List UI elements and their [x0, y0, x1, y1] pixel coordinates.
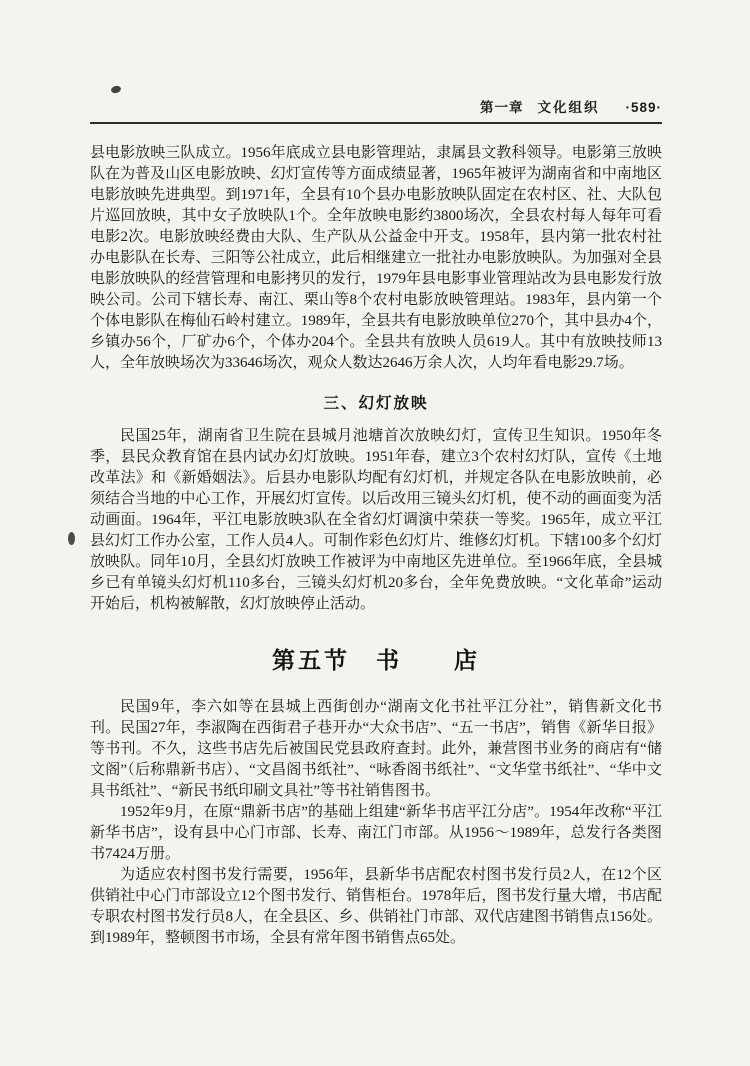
bookstore-paragraph-2: 1952年9月，在原“鼎新书店”的基础上组建“新华书店平江分店”。1954年改称“平江新华书店”，设有县中心门市部、长寿、南江门市部。从1956～1989年，总发行各类图书7424万册。 [90, 804, 662, 862]
slide-section-heading: 三、幻灯放映 [323, 395, 429, 412]
bookstore-paragraph-3: 为适应农村图书发行需要，1956年，县新华书店配农村图书发行员2人，在12个区供销社中心门市部设立12个图书发行、销售柜台。1978年后，图书发行量大增，书店配专职农村图书发行员8人，在全县区、乡、供销社门市部、双代店建图书销售点156处。到1989年，整顿图书市场，全县有常年图书销售点65处。 [90, 867, 662, 946]
header-rule [90, 122, 662, 124]
scan-artifact [68, 532, 75, 545]
page-header [90, 96, 662, 116]
film-section-paragraph: 县电影放映三队成立。1956年底成立县电影管理站，隶属县文教科领导。电影第三放映队在为普及山区电影放映、幻灯宣传等方面成绩显著，1965年被评为湖南省和中南地区电影放映先进典型。到1971年，全县有10个县办电影放映队固定在农村区、社、大队包片巡回放映，其中女子放映队1个。全年放映电影约3800场次，全县农村每人每年可看电影2次。电影放映经费由大队、生产队从公益金中开支。1958年，县内第一批农村社办电影队在长寿、三阳等公社成立，此后相继建立一批社办电影放映队。为加强对全县电影放映队的经营管理和电影拷贝的发行，1979年县电影事业管理站改为县电影发行放映公司。公司下辖长寿、南江、栗山等8个农村电影放映管理站。1983年，县内第一个个体电影队在梅仙石岭村建立。1989年，全县共有电影放映单位270个，其中县办4个，乡镇办56个，厂矿办6个，个体办204个。全县共有放映人员619人。其中有放映技师13人，全年放映场次为33646场次，观众人数达2646万余人次，人均年看电影29.7场。 [90, 145, 662, 371]
slide-section-paragraph: 民国25年，湖南省卫生院在县城月池塘首次放映幻灯，宣传卫生知识。1950年冬季，县民众教育馆在县内试办幻灯放映。1951年春，建立3个农村幻灯队，宣传《土地改革法》和《新婚姻法》。后县办电影队均配有幻灯机，并规定各队在电影放映前，必须结合当地的中心工作，开展幻灯宣传。以后改用三镜头幻灯机，使不动的画面变为活动画面。1964年，平江电影放映3队在全省幻灯调演中荣获一等奖。1965年，成立平江县幻灯工作办公室，工作人员4人。可制作彩色幻灯片、维修幻灯机。下辖100多个幻灯放映队。同年10月，全县幻灯放映工作被评为中南地区先进单位。至1966年底，全县城乡已有单镜头幻灯机110多台，三镜头幻灯机20多台，全年免费放映。“文化革命”运动开始后，机构被解散，幻灯放映停止活动。 [90, 428, 662, 612]
header-section-title: 文化组织 [537, 100, 600, 115]
bookstore-section-heading: 第五节 书 店 [272, 647, 480, 673]
bookstore-paragraph-1: 民国9年，李六如等在县城上西街创办“湖南文化书社平江分社”，销售新文化书刊。民国27年，李淑陶在西街君子巷开办“大众书店”、“五一书店”，销售《新华日报》等书刊。不久，这些书店先后被国民党县政府查封。此外，兼营图书业务的商店有“储文阁”（后称鼎新书店）、“文昌阁书纸社”、“咏香阁书纸社”、“文华堂书纸社”、“华中文具书纸社”、“新民书纸印刷文具社”等书社销售图书。 [90, 699, 662, 799]
header-page-number: ·589· [625, 100, 662, 115]
header-chapter-label: 第一章 [479, 100, 524, 115]
scan-artifact [110, 85, 121, 94]
